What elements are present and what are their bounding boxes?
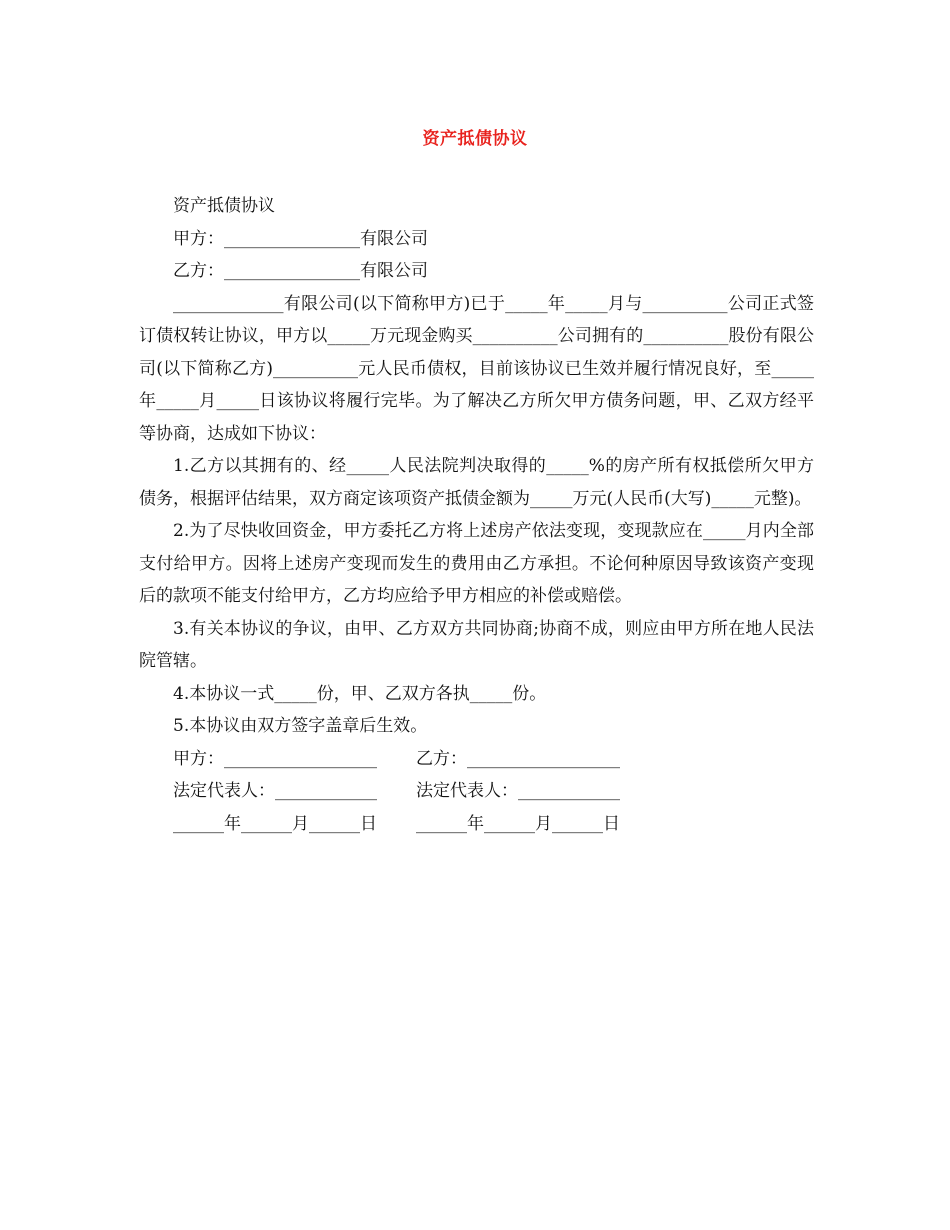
signature-date-b: ______年______月______日 bbox=[416, 813, 620, 834]
clause-3: 3.有关本协议的争议，由甲、乙方双方共同协商;协商不成，则应由甲方所在地人民法院管辖。 bbox=[139, 618, 814, 671]
signature-rep-b: 法定代表人：____________ bbox=[416, 781, 620, 801]
clause-2: 2.为了尽快收回资金，甲方委托乙方将上述房产依法变现，变现款应在_____月内全部支付给甲方。因将上述房产变现而发生的费用由乙方承担。不论何种原因导致该资产变现后的款项不能支付给甲方，乙方均应给予甲方相应的补偿或赔偿。 bbox=[139, 521, 814, 606]
clause-1: 1.乙方以其拥有的、经_____人民法院判决取得的_____%的房产所有权抵偿所欠甲方债务，根据评估结果，双方商定该项资产抵债金额为_____万元(人民币(大写)_____元整)。 bbox=[139, 456, 814, 509]
signature-party-b: 乙方：__________________ bbox=[416, 748, 620, 769]
signature-party-row bbox=[139, 743, 814, 776]
signature-party-a: 甲方：__________________ bbox=[173, 748, 377, 769]
preamble-paragraph: _____________有限公司(以下简称甲方)已于_____年_____月与__________公司正式签订债权转让协议，甲方以_____万元现金购买__________公司拥有的__________股份有限公司(以下简称乙方)__________元人民币债权，目前该协议已生效并履行情况良好，至_____年_____月_____日该协议将履行完毕。为了解决乙方所欠甲方债务问题，甲、乙双方经平等协商，达成如下协议： bbox=[139, 293, 814, 444]
document-body bbox=[139, 190, 814, 840]
clause-4: 4.本协议一式_____份，甲、乙双方各执_____份。 bbox=[173, 683, 547, 704]
signature-date-a: ______年______月______日 bbox=[173, 813, 377, 834]
heading-repeat: 资产抵债协议 bbox=[173, 196, 275, 216]
party-b-line: 乙方：________________有限公司 bbox=[173, 261, 428, 281]
signature-rep-a: 法定代表人：____________ bbox=[173, 781, 377, 801]
signature-rep-row bbox=[139, 775, 814, 808]
document-title: 资产抵债协议 bbox=[422, 129, 528, 149]
party-a-line: 甲方：________________有限公司 bbox=[173, 228, 428, 249]
clause-5: 5.本协议由双方签字盖章后生效。 bbox=[173, 716, 428, 736]
signature-date-row bbox=[139, 808, 814, 841]
